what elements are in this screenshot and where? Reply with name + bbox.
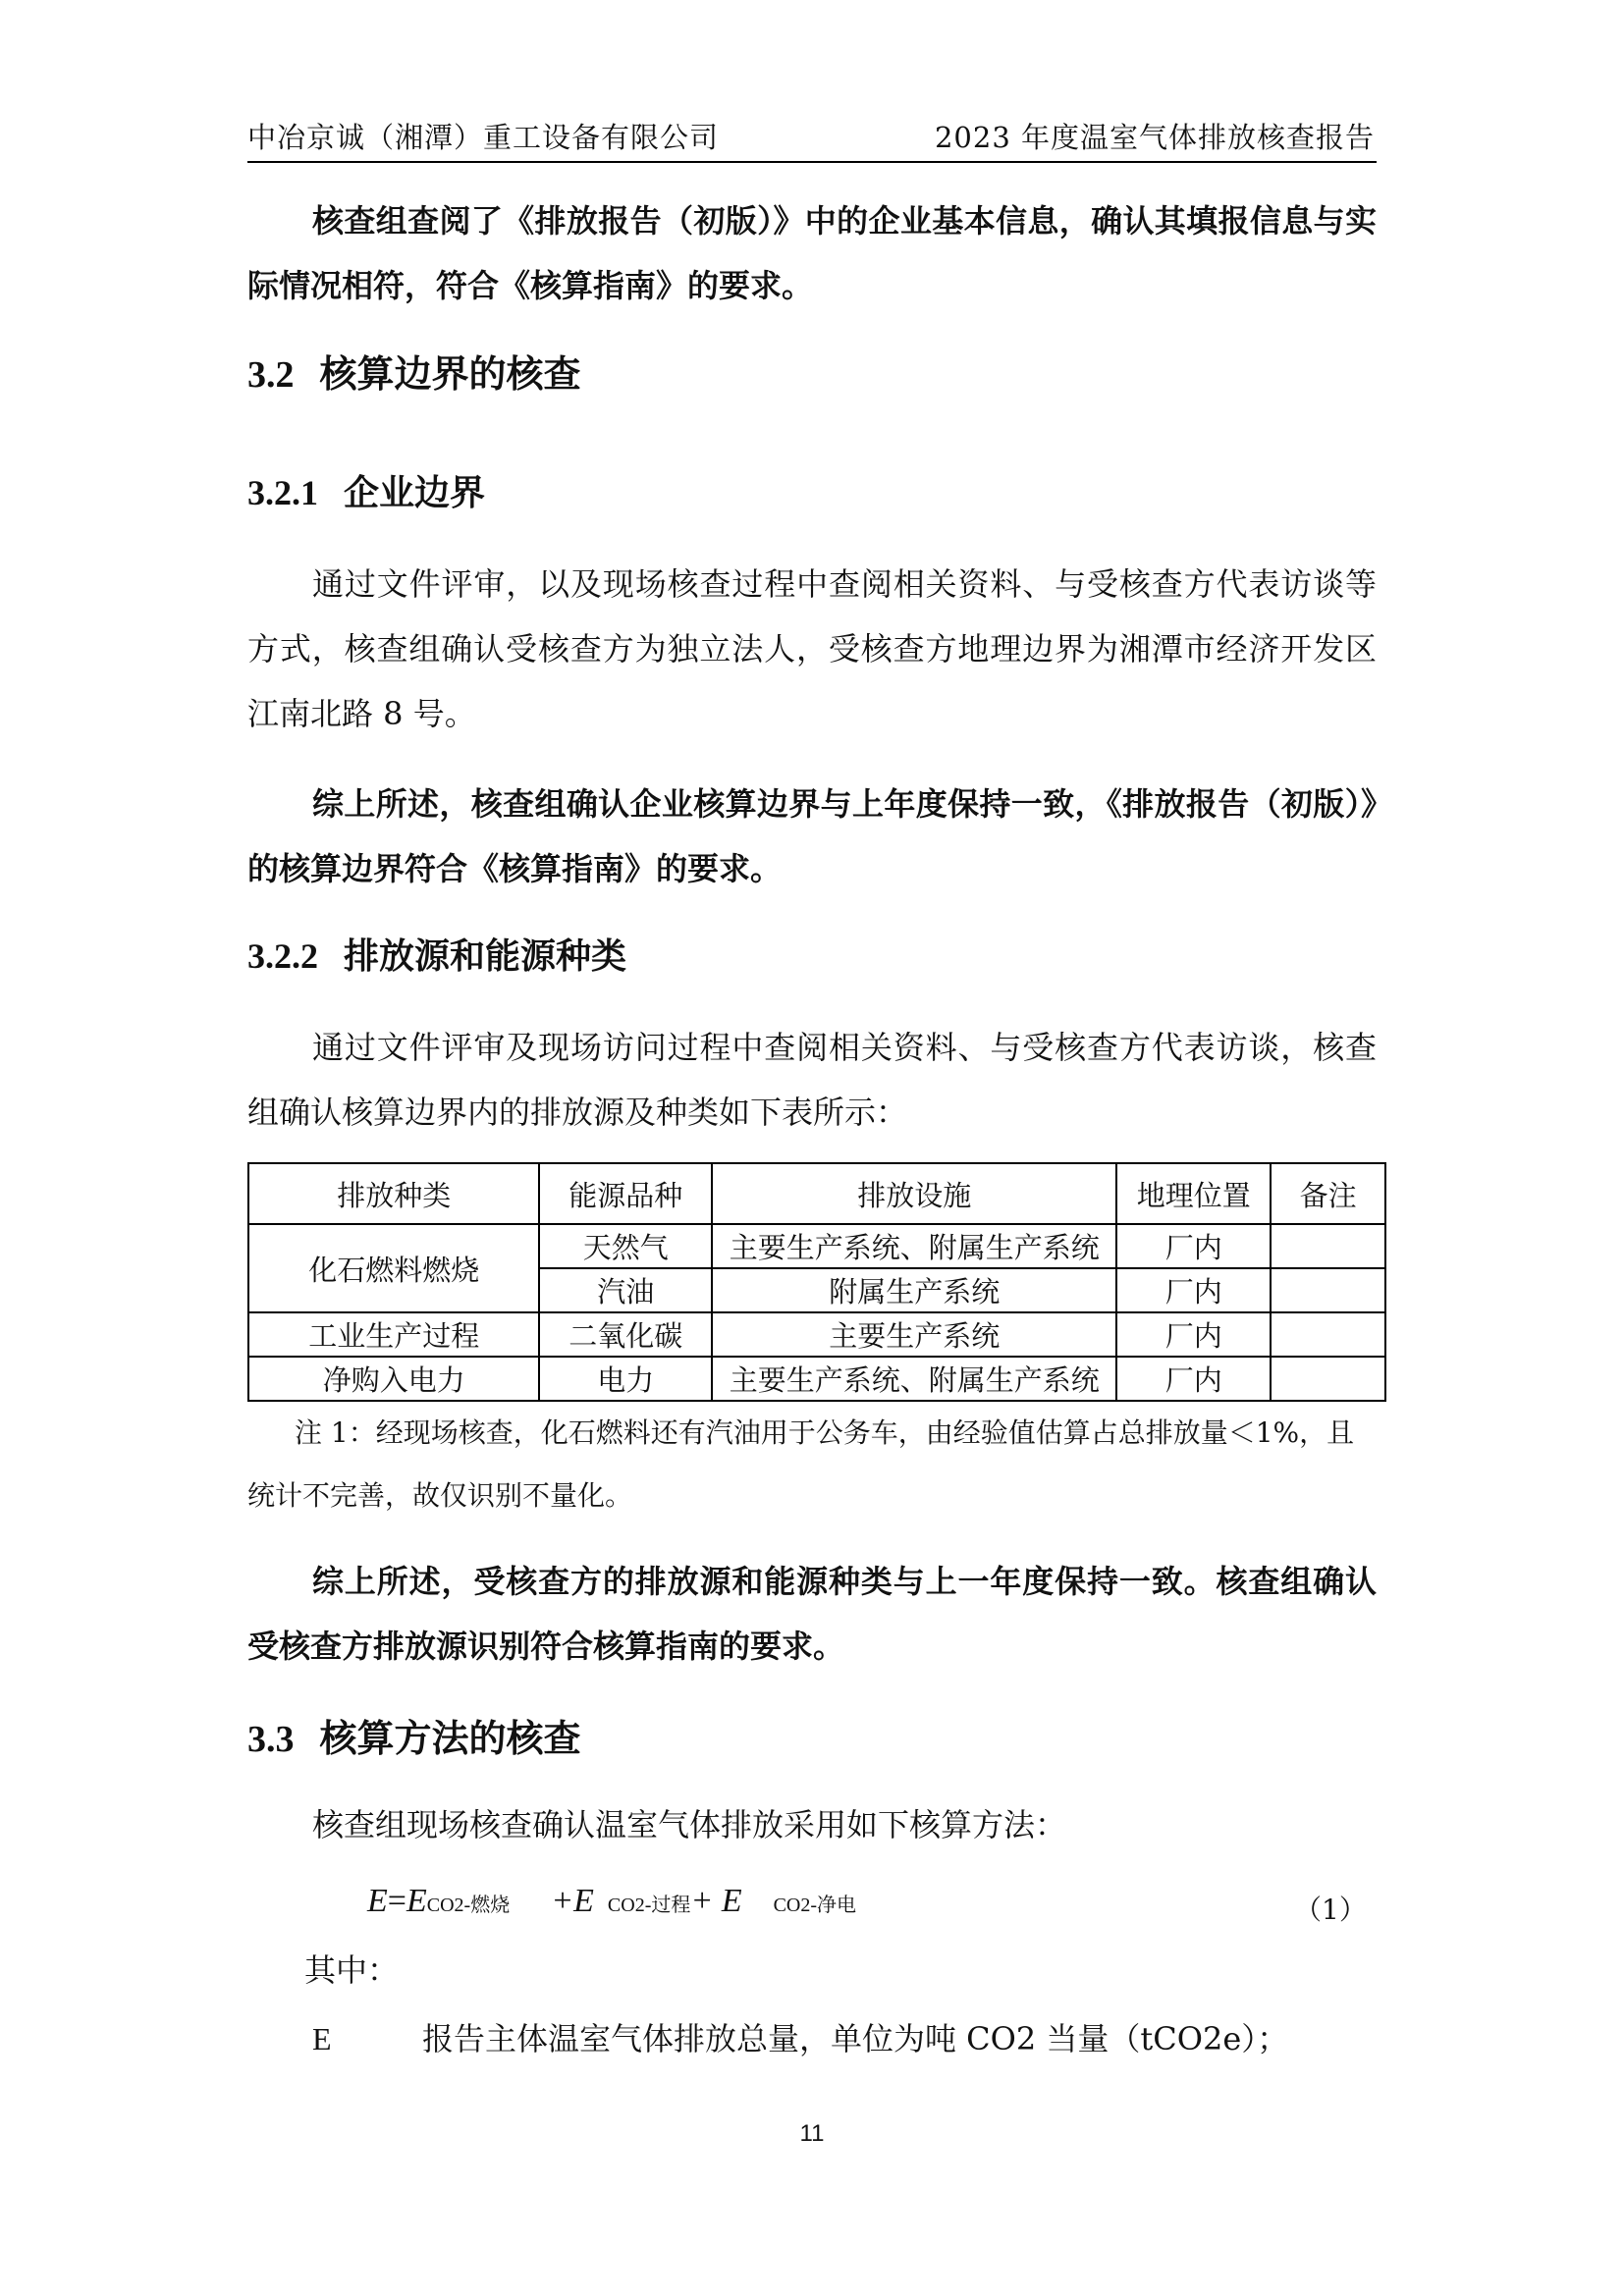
table-cell: 主要生产系统、附属生产系统 — [712, 1357, 1116, 1401]
table-note: 注 1：经现场核查，化石燃料还有汽油用于公务车，由经验值估算占总排放量＜1%，且 — [295, 1416, 1355, 1449]
formula-subscript: CO2-燃烧 — [426, 1895, 511, 1916]
emission-sources-table — [247, 1162, 1386, 1402]
header-report-title: 2023 年度温室气体排放核查报告 — [934, 121, 1375, 154]
table-cell — [1271, 1224, 1385, 1268]
table-cell: 电力 — [539, 1357, 712, 1401]
formula-term: + E — [690, 1883, 742, 1919]
table-cell: 化石燃料燃烧 — [248, 1224, 539, 1312]
equation-number: （1） — [1294, 1894, 1367, 1926]
section-title: 企业边界 — [344, 472, 486, 513]
formula-subscript: CO2-过程 — [607, 1895, 691, 1916]
method-paragraph: 核查组现场核查确认温室气体排放采用如下核算方法： — [312, 1806, 1067, 1843]
boundary-paragraph: 通过文件评审，以及现场核查过程中查阅相关资料、与受核查方代表访谈等方式，核查组确认受核查方为独立法人，受核查方地理边界为湘潭市经济开发区江南北路 8 号。 — [247, 565, 1377, 732]
emission-formula — [367, 1883, 856, 1920]
table-header-cell: 排放种类 — [248, 1163, 539, 1224]
section-title: 排放源和能源种类 — [344, 935, 627, 977]
section-number: 3.2 — [247, 354, 295, 396]
table-cell: 天然气 — [539, 1224, 712, 1268]
formula-subscript: CO2-净电 — [773, 1895, 857, 1916]
table-note-continued: 统计不完善，故仅识别不量化。 — [247, 1479, 633, 1512]
table-row — [248, 1224, 1385, 1268]
table-cell — [1271, 1357, 1385, 1401]
section-title: 核算方法的核查 — [319, 1716, 581, 1760]
formula-term: +E — [551, 1883, 594, 1919]
definition-row — [312, 2014, 1288, 2059]
table-cell: 工业生产过程 — [248, 1312, 539, 1357]
table-row — [248, 1312, 1385, 1357]
boundary-conclusion: 综上所述，核查组确认企业核算边界与上年度保持一致，《排放报告（初版）》的核算边界符合《核算指南》的要求。 — [247, 785, 1377, 887]
definition-symbol: E — [312, 2021, 332, 2056]
table-cell: 净购入电力 — [248, 1357, 539, 1401]
page-number: 11 — [799, 2120, 825, 2147]
header-rule — [247, 161, 1377, 163]
header-company: 中冶京诚（湘潭）重工设备有限公司 — [247, 121, 720, 154]
table-header-cell: 地理位置 — [1116, 1163, 1271, 1224]
formula-equals: = — [387, 1883, 406, 1919]
table-cell: 厂内 — [1116, 1312, 1271, 1357]
section-number: 3.2.2 — [247, 936, 318, 976]
formula-term: E — [406, 1883, 427, 1919]
table-cell — [1271, 1312, 1385, 1357]
table-header-row — [248, 1163, 1385, 1224]
section-3-2-2-heading — [247, 929, 626, 979]
section-number: 3.2.1 — [247, 473, 318, 512]
table-header-cell: 能源品种 — [539, 1163, 712, 1224]
sources-conclusion: 综上所述，受核查方的排放源和能源种类与上一年度保持一致。核查组确认受核查方排放源识别符合核算指南的要求。 — [247, 1563, 1377, 1665]
table-cell: 二氧化碳 — [539, 1312, 712, 1357]
table-row — [248, 1357, 1385, 1401]
where-label: 其中： — [304, 1951, 400, 1989]
table-header-cell: 排放设施 — [712, 1163, 1116, 1224]
table-cell: 汽油 — [539, 1268, 712, 1312]
table-header-cell: 备注 — [1271, 1163, 1385, 1224]
table-cell: 厂内 — [1116, 1224, 1271, 1268]
table-cell — [1271, 1268, 1385, 1312]
table-cell: 主要生产系统 — [712, 1312, 1116, 1357]
section-3-3-heading — [247, 1708, 581, 1762]
definition-text: 报告主体温室气体排放总量，单位为吨 CO2 当量（tCO2e）； — [422, 2020, 1289, 2057]
table-cell: 附属生产系统 — [712, 1268, 1116, 1312]
section-3-2-1-heading — [247, 465, 485, 515]
section-3-2-heading — [247, 344, 581, 398]
formula-lhs: E — [367, 1883, 388, 1919]
section-title: 核算边界的核查 — [319, 351, 581, 396]
table-cell: 厂内 — [1116, 1268, 1271, 1312]
table-cell: 主要生产系统、附属生产系统 — [712, 1224, 1116, 1268]
intro-paragraph: 核查组查阅了《排放报告（初版）》中的企业基本信息，确认其填报信息与实际情况相符，符合《核算指南》的要求。 — [247, 202, 1377, 304]
section-number: 3.3 — [247, 1719, 295, 1760]
sources-paragraph: 通过文件评审及现场访问过程中查阅相关资料、与受核查方代表访谈，核查组确认核算边界内的排放源及种类如下表所示： — [247, 1029, 1377, 1131]
table-cell: 厂内 — [1116, 1357, 1271, 1401]
